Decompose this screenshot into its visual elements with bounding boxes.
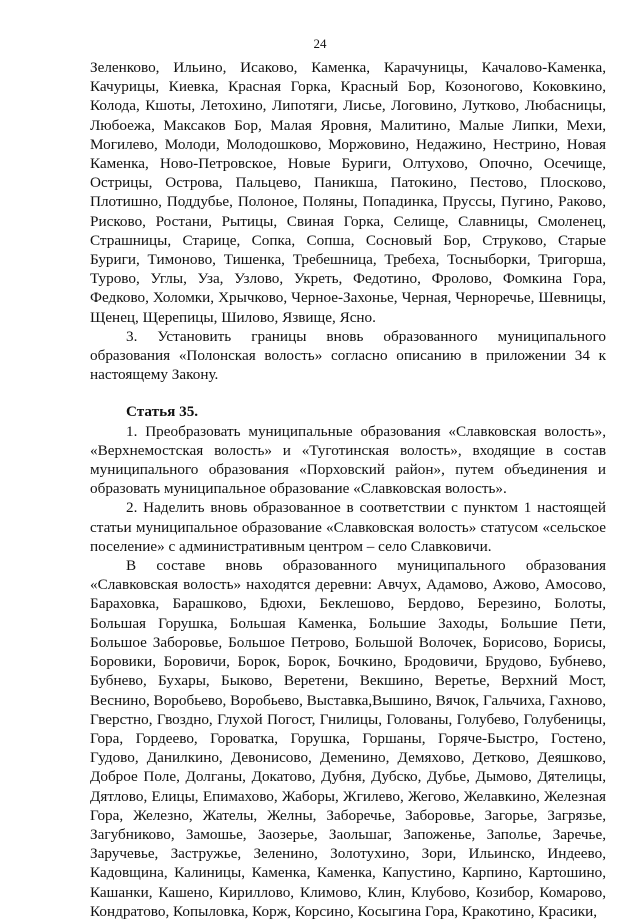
article-35-villages-list: В составе вновь образованного муниципального образования «Славковская волость» находятся деревни: Авчух, Адамово, Ажово, Амосово, Бараховка, Барашково, Бдюхи, Беклешово, Бердово, Березино, Болоты, Большая Горушка, Большая Каменка, Большие Заходы, Большие Пети, Большое Заборовье, Большое Петрово, Большой Волочек, Борисово, Борисы, Боровики, Боровичи, Борок, Борок, Бочкино, Бродовичи, Брудово, Бубнево, Бубнево, Бухары, Быково, Веретени, Векшино, Веретье, Верхний Мост, Веснино, Воробьево, Воробьево, Выставка,Вышино, Вячок, Гальчиха, Гахново, Гверстно, Гвоздно, Глухой Погост, Гнилицы, Голованы, Голубево, Голубеницы, Гора, Гордеево, Гороватка, Горушка, Горшаны, Горяче-Быстро, Гостено, Гудово, Данилкино, Девонисово, Деменино, Демяхово, Детково, Деяшково, Доброе Поле, Долганы, Докатово, Дубня, Дубско, Дубье, Дымово, Дятелицы, Дятлово, Елицы, Епимахово, Жаборы, Жгилево, Жегово, Желавкино, Железная Гора, Железно, Жателы, Желны, Заборечье, Заборовье, Загорье, Загрязье, Загубниково, Замошье, Заозерье, Заольшаг, Запоженье, Заполье, Заречье, Заручевье, Застружье, Зеленино, Золотухино, Зори, Ильинско, Индеево, Кадовщина, Калиницы, Каменка, Каменка, Капустино, Карпино, Картошино, Кашанки, Кашено, Кириллово, Климово, Клин, Клубово, Козибор, Комарово, Кондратово, Копыловка, Корж, Корсино, Косыгина Гора, Кракотино, Красики, xyxy=(90,557,607,920)
article-35-heading: Статья 35. xyxy=(126,403,199,421)
villages-list-continued: Зеленково, Ильино, Исаково, Каменка, Карачуницы, Качалово-Каменка, Качурицы, Киевка, Красная Горка, Красный Бор, Козоногово, Коковкино, Колода, Кшоты, Летохино, Липотяги, Лисье, Логовино, Лутково, Любасницы, Любоежа, Максаков Бор, Малая Яровня, Малитино, Малые Липки, Мехи, Могилево, Молоди, Молодошково, Моржовино, Недажино, Нестрино, Новая Каменка, Ново-Петровское, Новые Буриги, Олтухово, Опочно, Осечище, Острицы, Острова, Пальцево, Паникша, Патокино, Пестово, Плосково, Плотишно, Поддубье, Полоное, Поляны, Попадинка, Пруссы, Пугино, Раково, Рисково, Ростани, Рытицы, Свиная Горка, Селище, Славницы, Смоленец, Страшницы, Старице, Сопка, Сопша, Сосновый Бор, Струково, Старые Буриги, Тимоново, Тишенка, Требешница, Требеха, Тосныборки, Тригорша, Турово, Углы, Уза, Узлово, Укреть, Федотино, Фролово, Фомкина Гора, Федково, Холомки, Хрычково, Черное-Захонье, Черная, Черноречье, Шевницы, Щенец, Щерепицы, Шилово, Язвище, Ясно. xyxy=(90,59,606,326)
item-3-paragraph: 3. Установить границы вновь образованного муниципального образования «Полонская волость» согласно описанию в приложении 34 к настоящему Закону. xyxy=(90,327,606,384)
document-body xyxy=(90,58,606,921)
spacer xyxy=(90,384,606,402)
page-number: 24 xyxy=(313,36,327,51)
article-35-paragraph-1: 1. Преобразовать муниципальные образования «Славковская волость», «Верхнемостская волость» и «Туготинская волость», входящие в состав муниципального образования «Порховский район», путем объединения и образовать муниципальное образование «Славковская волость». xyxy=(90,422,606,498)
article-35-paragraph-2: 2. Наделить вновь образованное в соответствии с пунктом 1 настоящей статьи муниципальное образование «Славковская волость» статусом «сельское поселение» с административным центром – село Славковичи. xyxy=(90,499,606,555)
